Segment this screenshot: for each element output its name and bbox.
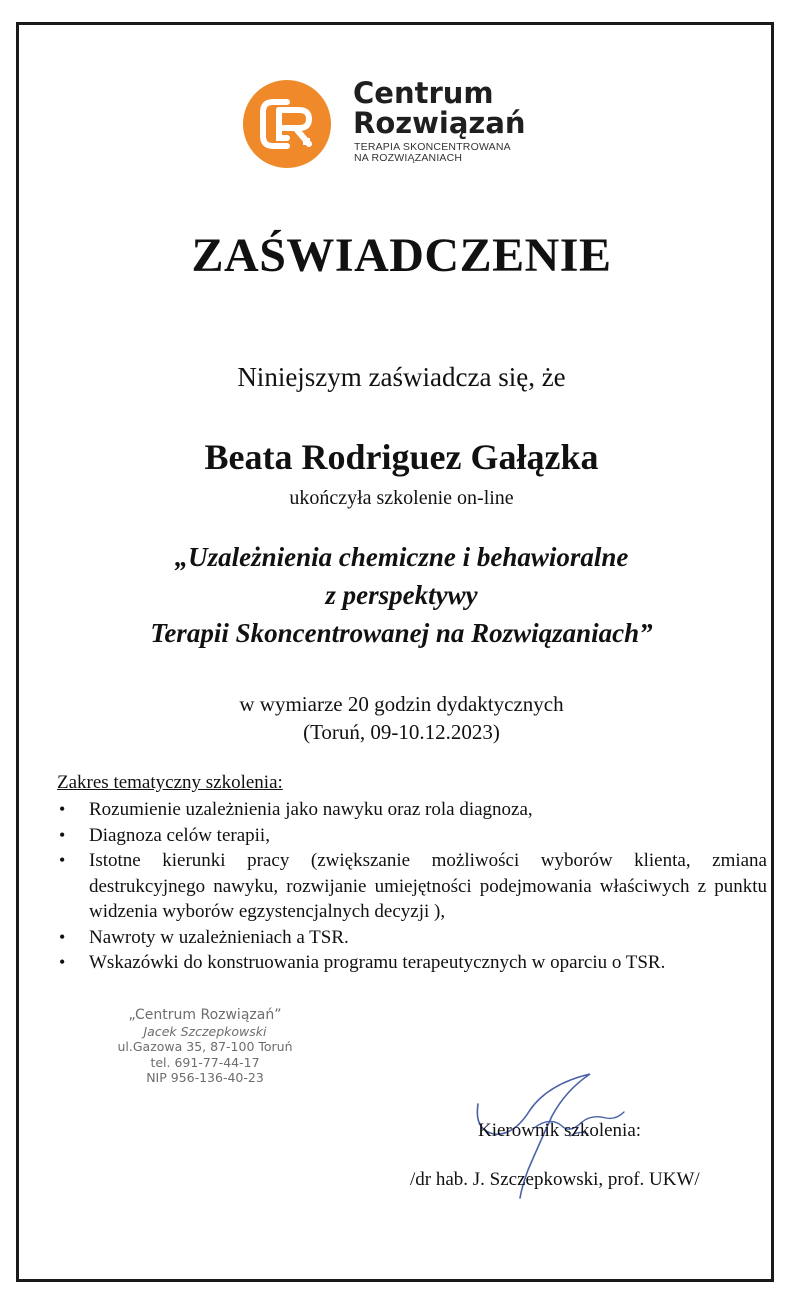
organization-logo — [243, 78, 563, 170]
stamp-line: NIP 956-136-40-23 — [146, 1070, 264, 1085]
company-stamp — [85, 1008, 325, 1086]
course-details — [0, 690, 803, 746]
course-title-line2: z perspektywy — [325, 580, 478, 610]
scope-item: • Wskazówki do konstruowania programu terapeutycznych w oparciu o TSR. — [57, 950, 767, 976]
completion-text: ukończyła szkolenie on-line — [289, 487, 514, 509]
stamp-line: Jacek Szczepkowski — [143, 1023, 267, 1039]
document-title: ZAŚWIADCZENIE — [191, 229, 612, 282]
logo-title-line2: Rozwiązań — [353, 106, 526, 140]
scope-item: • Nawroty w uzależnieniach a TSR. — [57, 925, 767, 951]
intro-text: Niniejszym zaświadcza się, że — [237, 362, 566, 392]
logo-title — [353, 78, 526, 138]
course-hours: w wymiarze 20 godzin dydaktycznych — [239, 692, 564, 716]
signatory-name: /dr hab. J. Szczepkowski, prof. UKW/ — [410, 1169, 700, 1190]
scope-item: • Istotne kierunki pracy (zwiększanie możliwości wyborów klienta, zmiana destrukcyjnego nawyku, rozwijanie umiejętności podejmowania właściwych z punktu widzenia wyborów egzystencjalnych decyzji ), — [57, 848, 767, 925]
certificate-border — [16, 22, 774, 1282]
stamp-line: tel. 691-77-44-17 — [150, 1054, 260, 1070]
stamp-line: „Centrum Rozwiązań” — [128, 1007, 282, 1023]
logo-circle — [243, 80, 331, 168]
scope-list — [57, 797, 767, 976]
scope-item: • Diagnoza celów terapii, — [57, 823, 767, 849]
course-title-line3: Terapii Skoncentrowanej na Rozwiązaniach” — [150, 618, 653, 648]
logo-subtitle-line1: TERAPIA SKONCENTROWANA — [354, 141, 511, 153]
scope-heading: Zakres tematyczny szkolenia: — [57, 772, 283, 793]
signatory-label: Kierownik szkolenia: — [478, 1120, 642, 1141]
course-title-line1: „Uzależnienia chemiczne i behawioralne — [174, 542, 629, 572]
recipient-name: Beata Rodriguez Gałązka — [204, 437, 599, 477]
logo-subtitle — [354, 142, 511, 164]
logo-title-line1: Centrum — [353, 76, 494, 110]
logo-subtitle-line2: NA ROZWIĄZANIACH — [354, 152, 463, 164]
stamp-line: ul.Gazowa 35, 87-100 Toruń — [117, 1039, 293, 1054]
cr-monogram-icon — [243, 80, 331, 168]
course-place-date: (Toruń, 09-10.12.2023) — [303, 720, 500, 744]
course-title — [0, 538, 803, 652]
scope-item: • Rozumienie uzależnienia jako nawyku oraz rola diagnoza, — [57, 797, 767, 823]
